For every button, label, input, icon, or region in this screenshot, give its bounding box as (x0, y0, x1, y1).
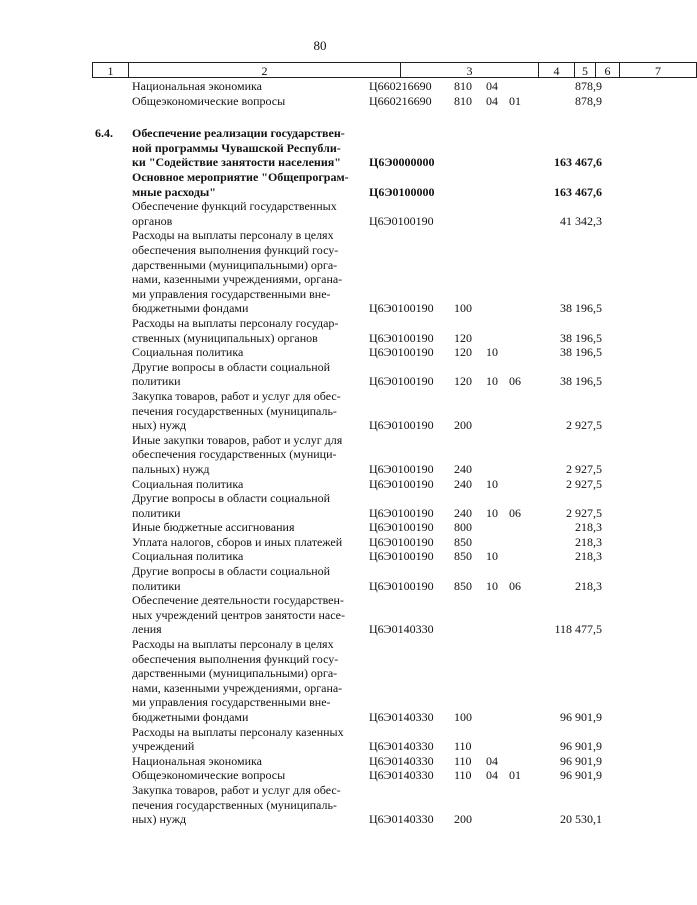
section-code: 10 (486, 345, 498, 360)
table-row (0, 768, 640, 783)
expense-type: 240 (454, 461, 472, 476)
table-row (0, 564, 640, 593)
row-name-line: органов (132, 213, 173, 228)
subsection-code: 06 (509, 578, 521, 593)
table-row (0, 126, 640, 170)
target-code: Ц660216690 (369, 93, 432, 108)
budget-table-body (0, 79, 640, 827)
row-name-line: ственных (муниципальных) органов (132, 330, 318, 345)
row-name-line: печения государственных (муниципаль- (132, 403, 337, 418)
target-code: Ц6Э0100000 (369, 184, 435, 199)
row-name-line: Социальная политика (132, 345, 244, 360)
expense-type: 200 (454, 418, 472, 433)
header-col-5: 5 (574, 62, 595, 78)
table-row (0, 170, 640, 199)
row-name (132, 491, 360, 520)
target-code: Ц6Э0000000 (369, 155, 435, 170)
target-code: Ц6Э0140330 (369, 812, 434, 827)
row-name-line: Иные бюджетные ассигнования (132, 520, 295, 535)
row-name-line: ной программы Чувашской Республи- (132, 140, 341, 155)
row-name-line: Расходы на выплаты персоналу казенных (132, 724, 344, 739)
row-name (132, 126, 360, 170)
table-row (0, 783, 640, 827)
expense-type: 240 (454, 476, 472, 491)
row-name-line: мные расходы" (132, 184, 216, 199)
target-code: Ц6Э0140330 (369, 739, 434, 754)
target-code: Ц6Э0100190 (369, 374, 434, 389)
amount: 20 530,1 (560, 812, 602, 827)
amount: 38 196,5 (560, 374, 602, 389)
row-name-line: Обеспечение реализации государствен- (132, 126, 345, 141)
row-name-line: политики (132, 505, 181, 520)
target-code: Ц6Э0100190 (369, 476, 434, 491)
row-name (132, 725, 360, 754)
amount: 163 467,6 (554, 155, 602, 170)
subsection-code: 01 (509, 93, 521, 108)
expense-type: 110 (454, 753, 472, 768)
row-name-line: Закупка товаров, работ и услуг для обес- (132, 783, 341, 798)
amount: 218,3 (575, 534, 602, 549)
expense-type: 800 (454, 520, 472, 535)
row-name (132, 79, 360, 94)
row-name-line: Другие вопросы в области социальной (132, 491, 331, 506)
expense-type: 120 (454, 345, 472, 360)
row-name-line: политики (132, 578, 181, 593)
target-code: Ц6Э0100190 (369, 520, 434, 535)
table-row (0, 94, 640, 109)
amount: 218,3 (575, 520, 602, 535)
table-row (0, 725, 640, 754)
table-row (0, 389, 640, 433)
target-code: Ц6Э0100190 (369, 418, 434, 433)
target-code: Ц6Э0100190 (369, 578, 434, 593)
amount: 218,3 (575, 549, 602, 564)
section-number: 6.4. (95, 126, 113, 141)
row-name-line: дарственными (муниципальными) орга- (132, 666, 338, 681)
row-name (132, 94, 360, 109)
table-row (0, 637, 640, 725)
row-name (132, 316, 360, 345)
target-code: Ц6Э0100190 (369, 301, 434, 316)
expense-type: 100 (454, 710, 472, 725)
amount: 878,9 (575, 93, 602, 108)
row-name-line: ных) нужд (132, 812, 187, 827)
row-name-line: ми управления государственными вне- (132, 695, 331, 710)
section-code: 10 (486, 505, 498, 520)
row-name-line: Уплата налогов, сборов и иных платежей (132, 534, 343, 549)
row-name (132, 389, 360, 433)
target-code: Ц6Э0100190 (369, 330, 434, 345)
expense-type: 850 (454, 534, 472, 549)
row-name-line: Закупка товаров, работ и услуг для обес- (132, 388, 341, 403)
table-row (0, 360, 640, 389)
row-name-line: Социальная политика (132, 476, 244, 491)
table-row (0, 477, 640, 492)
expense-type: 810 (454, 93, 472, 108)
section-code: 10 (486, 578, 498, 593)
row-name-line: бюджетными фондами (132, 301, 249, 316)
row-name (132, 345, 360, 360)
amount: 2 927,5 (566, 461, 602, 476)
section-code: 10 (486, 374, 498, 389)
amount: 2 927,5 (566, 418, 602, 433)
section-code: 10 (486, 476, 498, 491)
row-name-line: ки "Содействие занятости населения" (132, 155, 341, 170)
section-code: 04 (486, 93, 498, 108)
row-name-line: ных учреждений центров занятости насе- (132, 607, 345, 622)
table-row (0, 316, 640, 345)
amount: 41 342,3 (560, 213, 602, 228)
amount: 96 901,9 (560, 710, 602, 725)
amount: 38 196,5 (560, 345, 602, 360)
amount: 96 901,9 (560, 768, 602, 783)
row-name-line: обеспечения государственных (муници- (132, 447, 337, 462)
expense-type: 110 (454, 739, 472, 754)
table-row (0, 79, 640, 94)
row-name (132, 754, 360, 769)
row-name-line: печения государственных (муниципаль- (132, 797, 337, 812)
table-row (0, 491, 640, 520)
subsection-code: 01 (509, 768, 521, 783)
row-name (132, 520, 360, 535)
table-row (0, 199, 640, 228)
row-name-line: политики (132, 374, 181, 389)
expense-type: 120 (454, 330, 472, 345)
table-row (0, 549, 640, 564)
target-code: Ц6Э0140330 (369, 622, 434, 637)
row-name (132, 433, 360, 477)
row-name-line: Национальная экономика (132, 79, 262, 93)
row-name-line: Расходы на выплаты персоналу государ- (132, 315, 339, 330)
target-code: Ц6Э0100190 (369, 213, 434, 228)
expense-type: 240 (454, 505, 472, 520)
row-name-line: Другие вопросы в области социальной (132, 359, 331, 374)
target-code: Ц6Э0140330 (369, 768, 434, 783)
row-name (132, 360, 360, 389)
page-number: 80 (313, 38, 327, 53)
section-code: 10 (486, 549, 498, 564)
table-row (0, 754, 640, 769)
subsection-code: 06 (509, 374, 521, 389)
section-code: 04 (486, 768, 498, 783)
subsection-code: 06 (509, 505, 521, 520)
row-name (132, 783, 360, 827)
header-col-1: 1 (92, 62, 128, 78)
expense-type: 850 (454, 549, 472, 564)
amount: 163 467,6 (554, 184, 602, 199)
row-name-line: Расходы на выплаты персоналу в целях (132, 637, 334, 652)
row-name (132, 768, 360, 783)
row-name (132, 199, 360, 228)
row-name-line: обеспечения выполнения функций госу- (132, 242, 339, 257)
table-row (0, 520, 640, 535)
target-code: Ц6Э0100190 (369, 461, 434, 476)
row-name-line: Общеэкономические вопросы (132, 768, 286, 783)
row-name-line: Обеспечение функций государственных (132, 199, 337, 214)
row-name-line: нами, казенными учреждениями, органа- (132, 680, 343, 695)
expense-type: 810 (454, 79, 472, 93)
target-code: Ц6Э0100190 (369, 534, 434, 549)
row-name-line: ми управления государственными вне- (132, 286, 331, 301)
amount: 2 927,5 (566, 476, 602, 491)
expense-type: 120 (454, 374, 472, 389)
row-name-line: Иные закупки товаров, работ и услуг для (132, 432, 343, 447)
row-name-line: бюджетными фондами (132, 710, 249, 725)
row-name (132, 535, 360, 550)
section-code: 04 (486, 753, 498, 768)
header-col-7: 7 (619, 62, 697, 78)
header-col-2: 2 (128, 62, 400, 78)
amount: 96 901,9 (560, 753, 602, 768)
table-row (0, 593, 640, 637)
expense-type: 850 (454, 578, 472, 593)
row-name (132, 549, 360, 564)
section-code: 04 (486, 79, 498, 93)
amount: 118 477,5 (554, 622, 602, 637)
expense-type: 200 (454, 812, 472, 827)
row-name-line: учреждений (132, 739, 195, 754)
row-name-line: дарственными (муниципальными) орга- (132, 257, 338, 272)
row-name-line: Социальная политика (132, 549, 244, 564)
row-name (132, 477, 360, 492)
amount: 96 901,9 (560, 739, 602, 754)
target-code: Ц6Э0100190 (369, 345, 434, 360)
amount: 38 196,5 (560, 301, 602, 316)
row-name-line: ных) нужд (132, 418, 187, 433)
target-code: Ц6Э0100190 (369, 505, 434, 520)
row-name-line: нами, казенными учреждениями, органа- (132, 272, 343, 287)
section-gap (0, 108, 640, 126)
expense-type: 100 (454, 301, 472, 316)
table-row (0, 345, 640, 360)
row-name-line: Национальная экономика (132, 753, 262, 768)
row-name (132, 593, 360, 637)
amount: 2 927,5 (566, 505, 602, 520)
row-name-line: Общеэкономические вопросы (132, 93, 286, 108)
table-row (0, 433, 640, 477)
target-code: Ц6Э0100190 (369, 549, 434, 564)
target-code: Ц6Э0140330 (369, 753, 434, 768)
row-name-line: пальных) нужд (132, 461, 210, 476)
amount: 218,3 (575, 578, 602, 593)
table-row (0, 228, 640, 316)
header-col-4: 4 (538, 62, 574, 78)
row-name-line: Расходы на выплаты персоналу в целях (132, 228, 334, 243)
row-name (132, 170, 360, 199)
amount: 38 196,5 (560, 330, 602, 345)
row-name (132, 637, 360, 725)
expense-type: 110 (454, 768, 472, 783)
row-name-line: ления (132, 622, 162, 637)
header-col-3: 3 (400, 62, 538, 78)
header-col-6: 6 (595, 62, 619, 78)
row-name-line: обеспечения выполнения функций госу- (132, 651, 339, 666)
row-name (132, 564, 360, 593)
target-code: Ц660216690 (369, 79, 432, 93)
row-name-line: Другие вопросы в области социальной (132, 564, 331, 579)
target-code: Ц6Э0140330 (369, 710, 434, 725)
row-name (132, 228, 360, 316)
row-name-line: Основное мероприятие "Общепрограм- (132, 169, 349, 184)
row-name-line: Обеспечение деятельности государствен- (132, 593, 344, 608)
table-row (0, 535, 640, 550)
amount: 878,9 (575, 79, 602, 93)
